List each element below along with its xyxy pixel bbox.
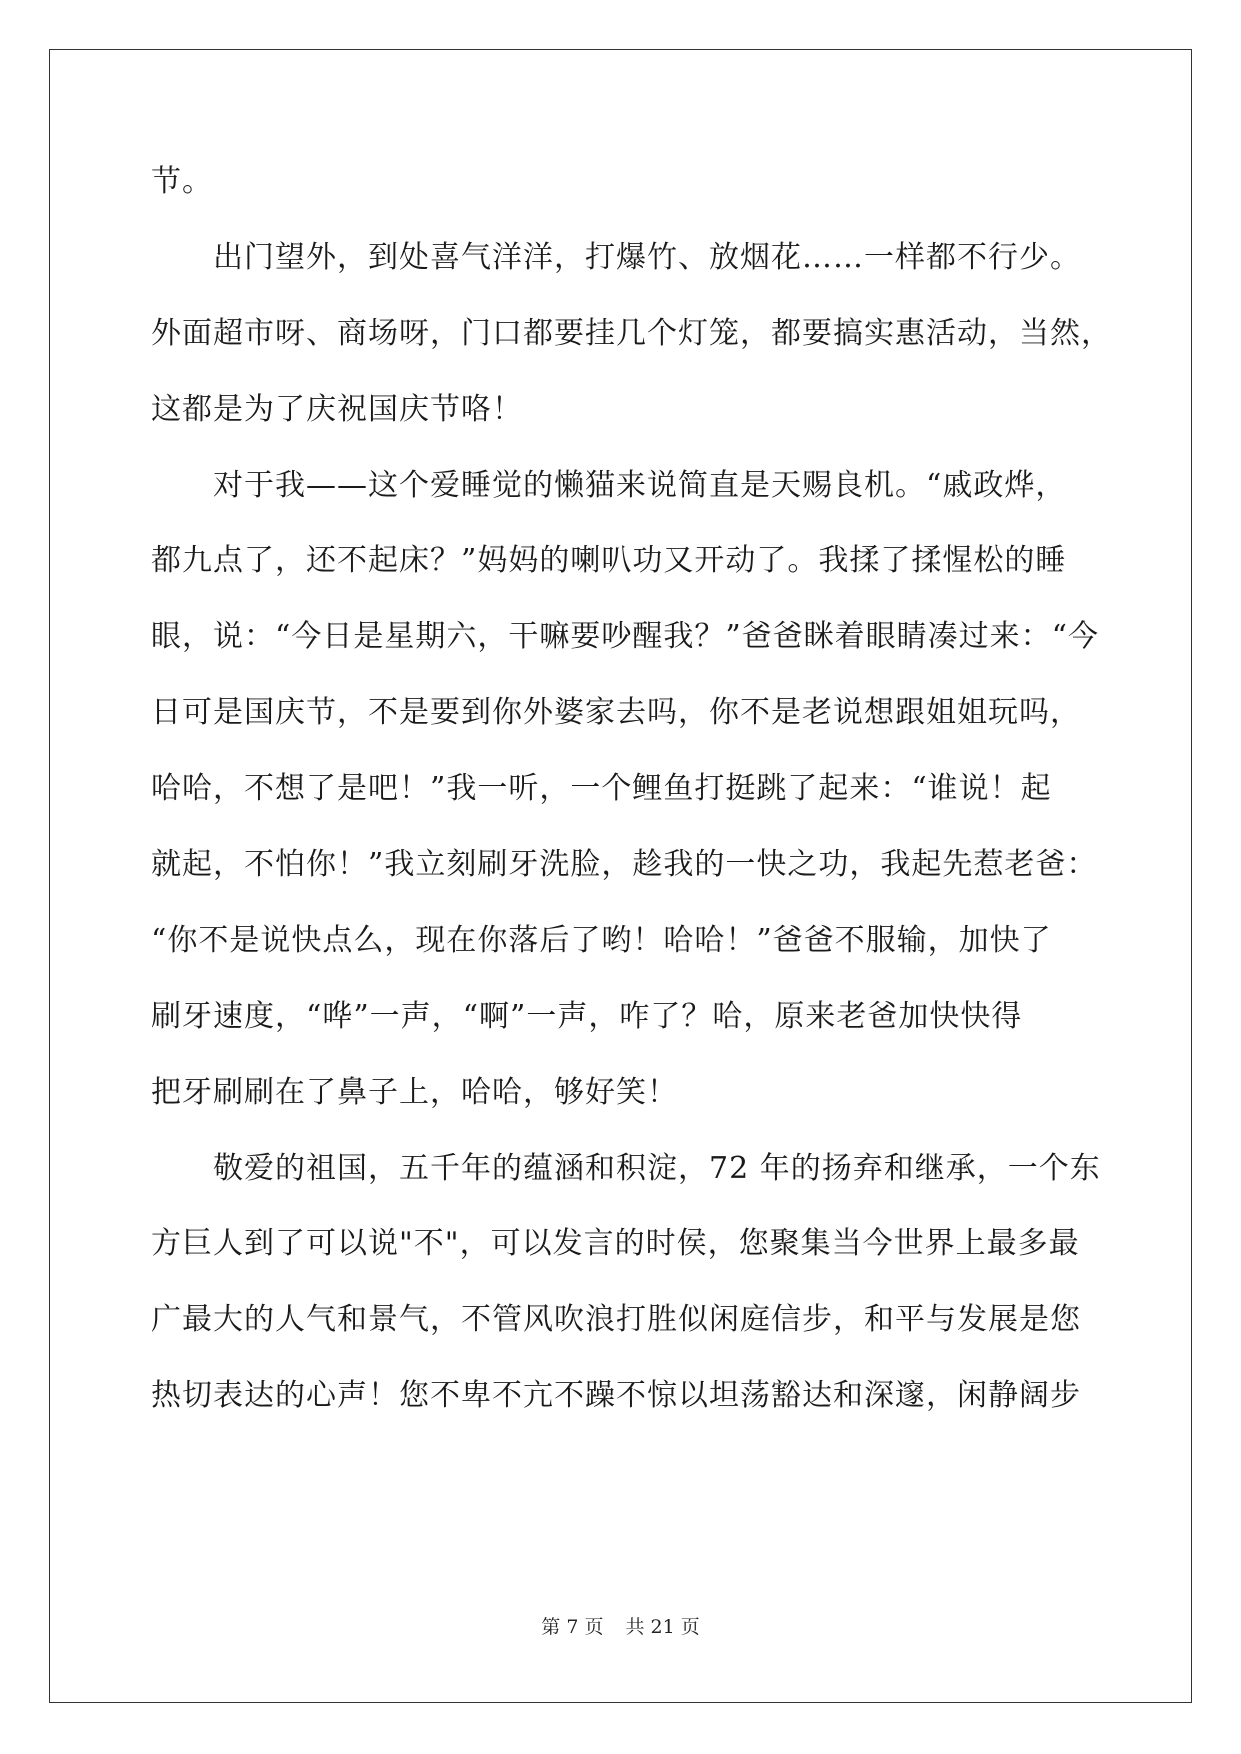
text-line: 方巨人到了可以说"不"，可以发言的时侯，您聚集当今世界上最多最 [151, 1226, 1080, 1262]
page-footer [0, 1612, 1241, 1639]
text-line: 广最大的人气和景气，不管风吹浪打胜似闲庭信步，和平与发展是您 [151, 1302, 1081, 1338]
text-line: 都九点了，还不起床？”妈妈的喇叭功又开动了。我揉了揉惺松的睡 [151, 543, 1067, 579]
page-total: 共 21 页 [625, 1616, 700, 1638]
document-body [151, 163, 1112, 1453]
text-line: 刷牙速度，“哗”一声，“啊”一声，咋了？哈，原来老爸加快快得 [151, 998, 1023, 1034]
text-line: 敬爱的祖国，五千年的蕴涵和积淀，72 年的扬弃和继承，一个东 [213, 1150, 1101, 1186]
text-line: 把牙刷刷在了鼻子上，哈哈，够好笑！ [151, 1074, 678, 1110]
text-line: 眼，说：“今日是星期六，干嘛要吵醒我？”爸爸眯着眼睛凑过来：“今 [151, 619, 1100, 655]
text-line: 节。 [151, 164, 213, 199]
page-number: 第 7 页 [541, 1616, 604, 1638]
text-line: 出门望外，到处喜气洋洋，打爆竹、放烟花……一样都不行少。 [213, 239, 1081, 275]
text-line: 热切表达的心声！您不卑不亢不躁不惊以坦荡豁达和深邃，闲静阔步 [151, 1378, 1081, 1414]
text-line: 日可是国庆节，不是要到你外婆家去吗，你不是老说想跟姐姐玩吗， [151, 695, 1081, 731]
text-line: 这都是为了庆祝国庆节咯！ [151, 391, 523, 427]
text-line: 哈哈，不想了是吧！”我一听，一个鲤鱼打挺跳了起来：“谁说！起 [151, 771, 1052, 807]
text-line: “你不是说快点么，现在你落后了哟！哈哈！”爸爸不服输，加快了 [151, 922, 1052, 958]
text-line: 对于我——这个爱睡觉的懒猫来说简直是天赐良机。“戚政烨， [213, 467, 1067, 503]
text-line: 就起，不怕你！”我立刻刷牙洗脸，趁我的一快之功，我起先惹老爸： [151, 847, 1098, 883]
text-line: 外面超市呀、商场呀，门口都要挂几个灯笼，都要搞实惠活动，当然， [151, 315, 1112, 351]
